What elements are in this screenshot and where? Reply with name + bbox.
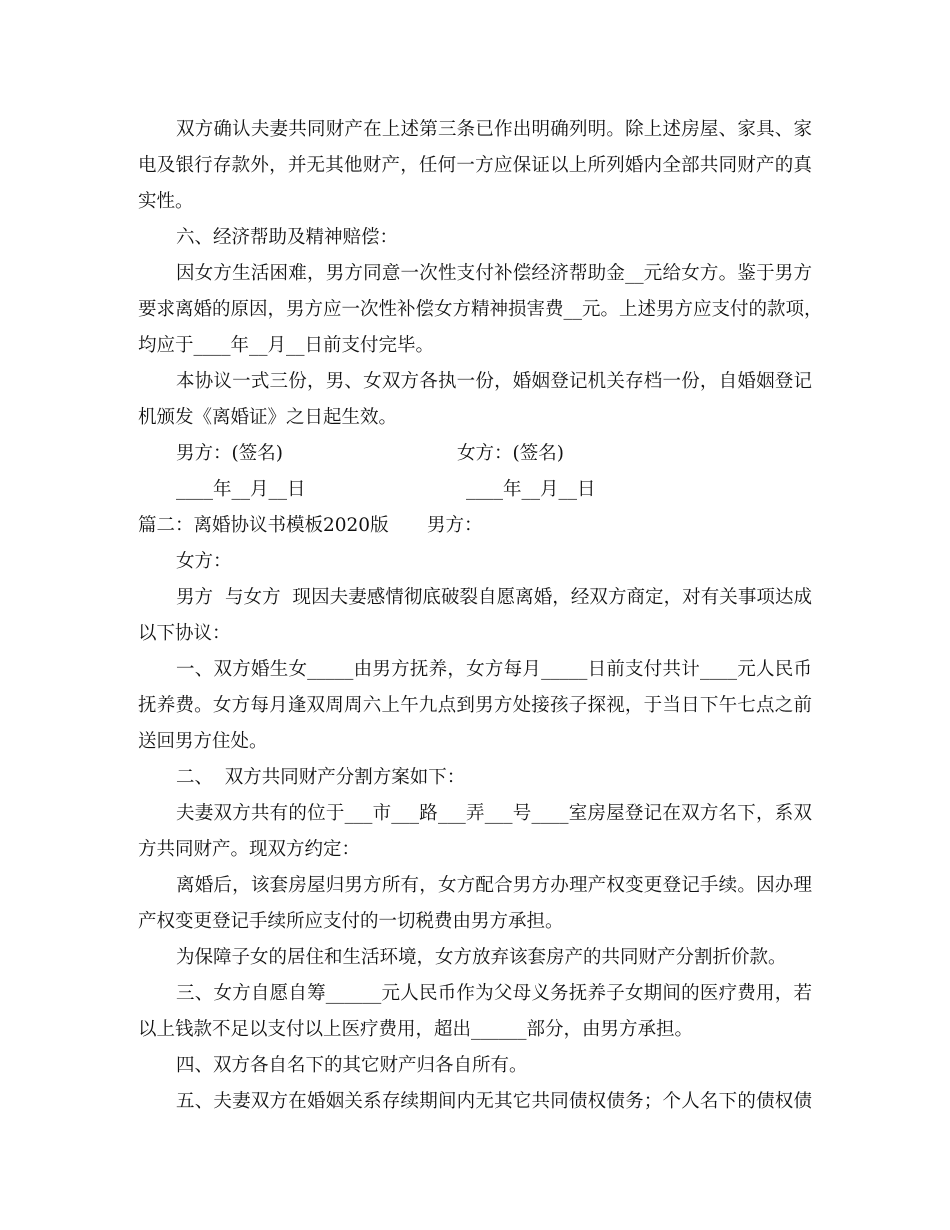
paragraph-line: 机颁发《离婚证》之日起生效。 (138, 407, 398, 428)
section-title: 篇二：离婚协议书模板2020版 (138, 515, 389, 536)
paragraph-line: 产权变更登记手续所应支付的一切税费由男方承担。 (138, 911, 564, 932)
paragraph-line: 以下协议： (138, 623, 231, 644)
paragraph-line: 一、双方婚生女_____由男方抚养，女方每月_____日前支付共计____元人民币 (176, 659, 812, 680)
paragraph-line: 离婚后，该套房屋归男方所有，女方配合男方办理产权变更登记手续。因办理 (176, 875, 812, 896)
paragraph-line: 男方 与女方 现因夫妻感情彻底破裂自愿离婚，经双方商定，对有关事项达成 (176, 587, 812, 608)
paragraph-line: 为保障子女的居住和生活环境，女方放弃该套房产的共同财产分割折价款。 (176, 947, 787, 968)
paragraph-line: 三、女方自愿自筹______元人民币作为父母义务抚养子女期间的医疗费用，若 (176, 983, 812, 1004)
paragraph-line: 要求离婚的原因，男方应一次性补偿女方精神损害费__元。上述男方应支付的款项， (138, 299, 823, 320)
date-female: ____年__月__日 (466, 479, 596, 500)
section-heading: 二、 双方共同财产分割方案如下： (176, 767, 466, 788)
paragraph-line: 五、夫妻双方在婚姻关系存续期间内无其它共同债权债务；个人名下的债权债 (176, 1091, 812, 1112)
paragraph-line: 抚养费。女方每月逢双周周六上午九点到男方处接孩子探视，于当日下午七点之前 (138, 695, 812, 716)
paragraph-line: 双方确认夫妻共同财产在上述第三条已作出明确列明。除上述房屋、家具、家 (176, 119, 812, 140)
paragraph-line: 本协议一式三份，男、女双方各执一份，婚姻登记机关存档一份，自婚姻登记 (176, 371, 812, 392)
paragraph-line: 因女方生活困难，男方同意一次性支付补偿经济帮助金__元给女方。鉴于男方 (176, 263, 812, 284)
paragraph-line: 电及银行存款外，并无其他财产，任何一方应保证以上所列婚内全部共同财产的真 (138, 155, 812, 176)
signature-female: 女方：(签名) (457, 443, 564, 464)
paragraph-line: 以上钱款不足以支付以上医疗费用，超出______部分，由男方承担。 (138, 1019, 694, 1040)
party-male-label: 男方： (427, 515, 483, 536)
paragraph-line: 实性。 (138, 191, 194, 212)
paragraph-line: 送回男方住处。 (138, 731, 268, 752)
date-male: ____年__月__日 (176, 479, 306, 500)
paragraph-line: 夫妻双方共有的位于___市___路___弄___号____室房屋登记在双方名下，系双 (176, 803, 812, 824)
signature-male: 男方：(签名) (176, 443, 283, 464)
paragraph-line: 四、双方各自名下的其它财产归各自所有。 (176, 1055, 528, 1076)
section-heading: 六、经济帮助及精神赔偿： (176, 227, 399, 248)
paragraph-line: 均应于____年__月__日前支付完毕。 (138, 335, 435, 356)
paragraph-line: 方共同财产。现双方约定： (138, 839, 361, 860)
party-female-label: 女方： (176, 551, 232, 572)
